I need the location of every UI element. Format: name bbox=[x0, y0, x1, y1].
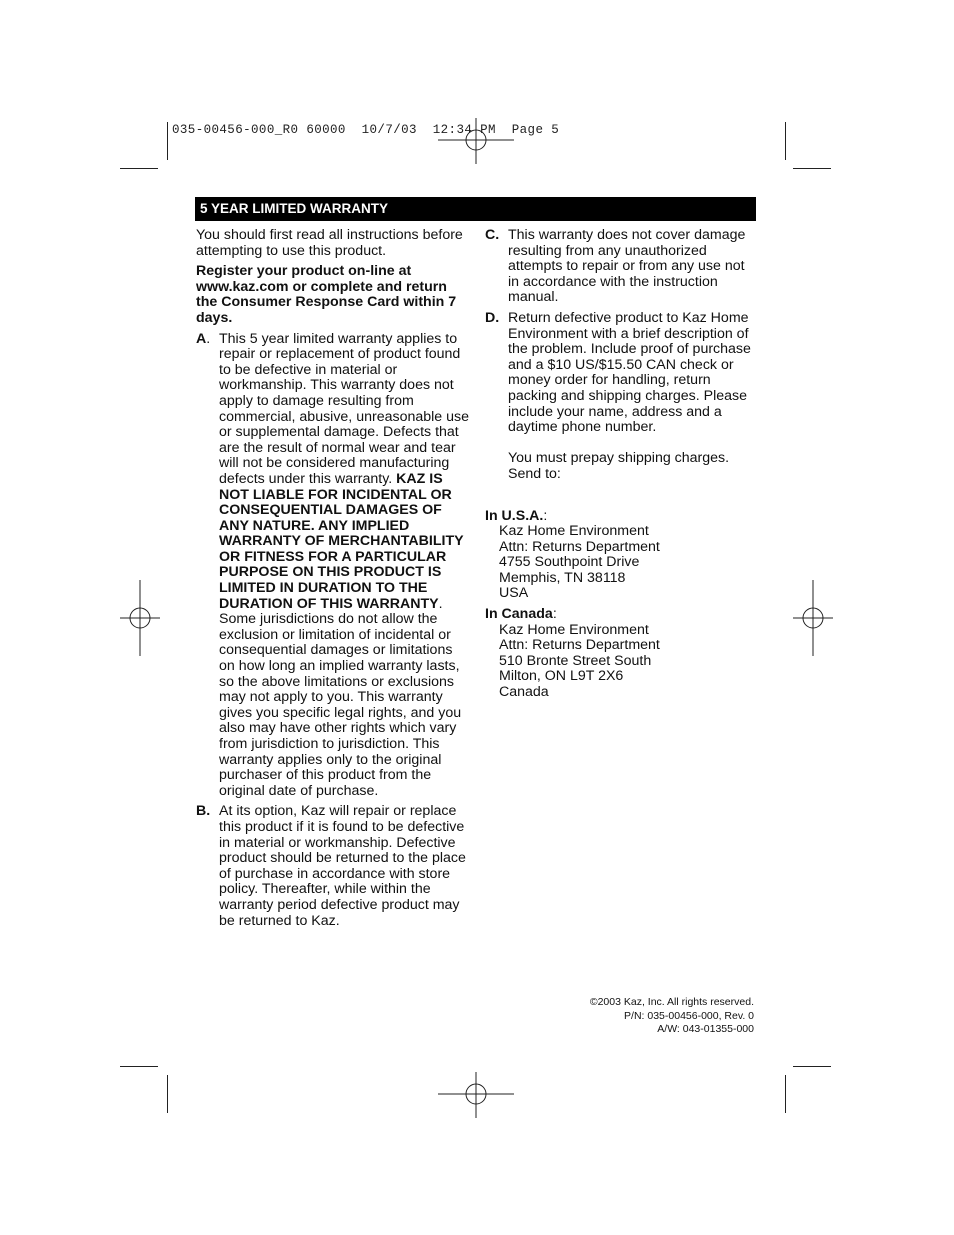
address-line: Attn: Returns Department bbox=[499, 637, 660, 654]
item-text: This 5 year limited warranty applies to repair or replacement of product found to be defective in material or workmanship. This warranty does not apply to damage resulting from commercial, abusive, unreasonable use or supplemental damage. Defects that are the result of normal wear and tear will not be considered manufacturing defects under this warranty. KAZ IS NOT LIABLE FOR INCIDENTAL OR CONSEQUENTIAL DAMAGES OF ANY NATURE. ANY IMPLIED WARRANTY OF MERCHANTABILITY OR FITNESS FOR A PARTICULAR PURPOSE ON THIS PRODUCT IS LIMITED IN DURATION TO THE DURATION OF THIS WARRANTY. Some jurisdictions do not allow the exclusion or limitation of incidental or consequential damages or limitations on how long an implied warranty lasts, so the above limitations or exclusions may not apply to you. This warranty gives you specific legal rights, and you also may have other rights which vary from jurisdiction to jurisdiction. This warranty applies only to the original purchaser of this product from the original date of purchase. bbox=[219, 330, 469, 799]
crop-mark-top-left-vertical bbox=[167, 122, 168, 160]
address-line: 510 Bronte Street South bbox=[499, 652, 652, 669]
warranty-item-d bbox=[485, 311, 755, 483]
footer-legal bbox=[590, 996, 754, 1037]
crop-mark-top-right-horizontal bbox=[793, 168, 831, 169]
warranty-item-a bbox=[196, 332, 471, 800]
address-line: 4755 Southpoint Drive bbox=[499, 554, 640, 571]
crop-mark-top-right-vertical bbox=[785, 122, 786, 160]
crop-mark-bottom-right-vertical bbox=[785, 1075, 786, 1113]
prepay-note: You must prepay shipping charges. Send to: bbox=[508, 450, 730, 482]
canada-heading: In Canada: bbox=[485, 606, 557, 623]
section-header: 5 YEAR LIMITED WARRANTY bbox=[195, 197, 756, 221]
left-column bbox=[196, 228, 471, 934]
address-line: Canada bbox=[499, 684, 549, 701]
register-paragraph: Register your product on-line at www.kaz.com or complete and return the Consumer Response Card within 7 days. bbox=[196, 263, 457, 326]
item-text: This warranty does not cover damage resulting from any unauthorized attempts to repair or from any use not in accordance with the instruction manual. bbox=[508, 227, 746, 306]
item-text bbox=[508, 311, 755, 483]
item-label: D. bbox=[485, 309, 500, 326]
usa-address-block bbox=[485, 509, 755, 603]
registration-mark-bottom-icon bbox=[438, 1072, 514, 1118]
crop-mark-bottom-right-horizontal bbox=[793, 1066, 831, 1067]
printer-slug: 035-00456-000_R0 60000 10/7/03 12:34 PM Page 5 bbox=[172, 123, 560, 137]
item-label: A. bbox=[196, 330, 211, 347]
item-label: C. bbox=[485, 227, 500, 243]
warranty-item-c bbox=[485, 228, 755, 306]
address-line: Memphis, TN 38118 bbox=[499, 569, 626, 586]
crop-mark-top-left-horizontal bbox=[120, 168, 158, 169]
registration-mark-top-icon bbox=[438, 118, 514, 164]
item-label: B. bbox=[196, 803, 211, 820]
address-line: Kaz Home Environment bbox=[499, 621, 649, 638]
canada-address bbox=[499, 623, 755, 701]
copyright-line: ©2003 Kaz, Inc. All rights reserved. bbox=[589, 996, 754, 1008]
artwork-number-line: A/W: 043-01355-000 bbox=[657, 1023, 754, 1035]
warranty-item-b bbox=[196, 804, 471, 929]
crop-mark-bottom-left-horizontal bbox=[120, 1066, 158, 1067]
right-column bbox=[485, 228, 755, 701]
address-line: USA bbox=[499, 585, 529, 602]
usa-address bbox=[499, 524, 755, 602]
crop-mark-bottom-left-vertical bbox=[167, 1075, 168, 1113]
usa-heading: In U.S.A.: bbox=[485, 507, 548, 524]
address-line: Attn: Returns Department bbox=[499, 538, 660, 555]
return-instructions: Return defective product to Kaz Home Environment with a brief description of the problem. Include proof of purchase and a $10 US/$15.50 CAN check or money order for handling, return packing and shipping charges. Please include your name, address and a daytime phone number. bbox=[508, 309, 751, 436]
item-text: At its option, Kaz will repair or replace this product if it is found to be defective in material or workmanship. Defective product should be returned to the place of purchase in accordance with store policy. Thereafter, while within the warranty period defective product may be returned to Kaz. bbox=[219, 803, 466, 929]
registration-mark-right-icon bbox=[793, 580, 833, 656]
canada-address-block bbox=[485, 607, 755, 701]
part-number-line: P/N: 035-00456-000, Rev. 0 bbox=[624, 1009, 754, 1022]
intro-paragraph: You should first read all instructions before attempting to use this product. bbox=[196, 227, 463, 259]
registration-mark-left-icon bbox=[120, 580, 160, 656]
address-line: Milton, ON L9T 2X6 bbox=[499, 668, 624, 685]
address-line: Kaz Home Environment bbox=[499, 523, 649, 540]
